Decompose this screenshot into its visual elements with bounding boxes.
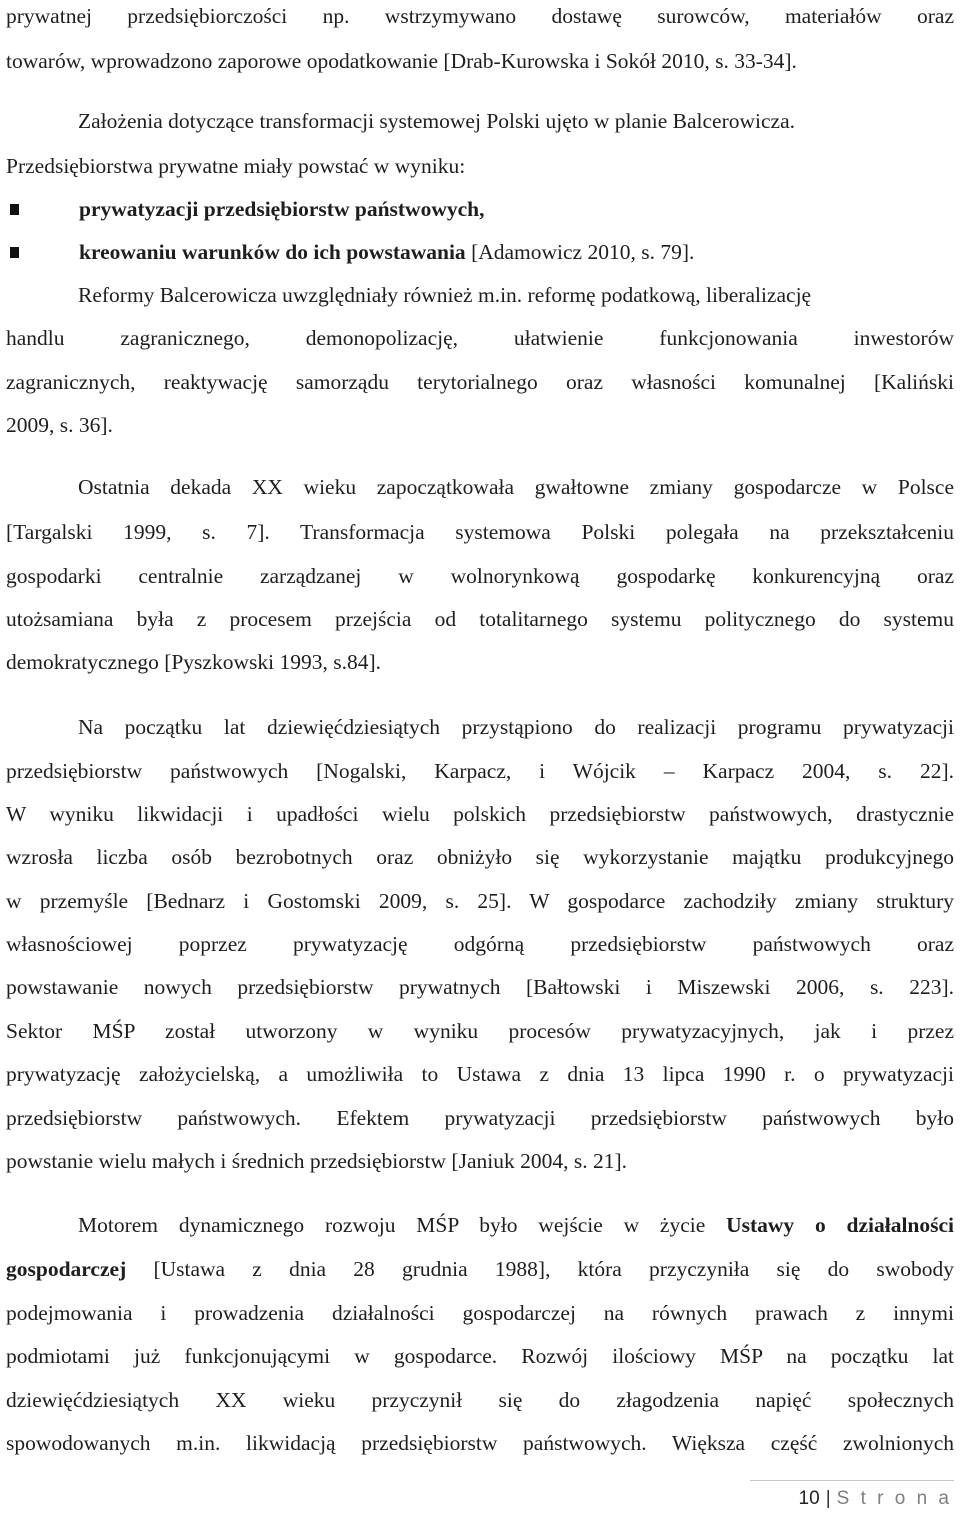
bullet-square-icon [10, 204, 19, 215]
text-line: przedsiębiorstw państwowych [Nogalski, Karpacz, i Wójcik – Karpacz 2004, s. 22]. [6, 759, 954, 783]
bullet-item [6, 238, 906, 266]
text-line: dziewięćdziesiątych XX wieku przyczynił się do złagodzenia napięć społecznych [6, 1388, 954, 1412]
text-line: Ostatnia dekada XX wieku zapoczątkowała gwałtowne zmiany gospodarcze w Polsce [78, 475, 954, 499]
text-line: podejmowania i prowadzenia działalności gospodarczej na równych prawach z innymi [6, 1301, 954, 1325]
page-number: 10 [798, 1488, 820, 1509]
bullet-square-icon [10, 247, 19, 258]
law-title-bold: Ustawy o działalności [726, 1213, 955, 1237]
text-run: Motorem dynamicznego rozwoju MŚP było wejście w życie [78, 1213, 727, 1237]
page-footer [799, 1486, 952, 1512]
text-line: Założenia dotyczące transformacji systemowej Polski ujęto w planie Balcerowicza. [78, 109, 795, 133]
bullet-item [6, 195, 906, 223]
text-line: handlu zagranicznego, demonopolizację, ułatwienie funkcjonowania inwestorów [6, 326, 954, 350]
text-line: spowodowanych m.in. likwidacją przedsiębiorstw państwowych. Większa część zwolnionych [6, 1431, 954, 1455]
text-line: Przedsiębiorstwa prywatne miały powstać w wyniku: [6, 154, 466, 178]
text-line: Reformy Balcerowicza uwzględniały również m.in. reformę podatkową, liberalizację [78, 283, 812, 307]
text-line: gospodarki centralnie zarządzanej w wolnorynkową gospodarkę konkurencyjną oraz [6, 564, 954, 588]
text-line: podmiotami już funkcjonującymi w gospodarce. Rozwój ilościowy MŚP na początku lat [6, 1344, 954, 1368]
text-line: prywatyzację założycielską, a umożliwiła to Ustawa z dnia 13 lipca 1990 r. o prywatyzacji [6, 1062, 954, 1086]
footer-separator: | [825, 1488, 831, 1509]
text-line [6, 1255, 954, 1283]
footer-divider [750, 1480, 954, 1481]
text-line: 2009, s. 36]. [6, 413, 113, 437]
page-word: S t r o n a [836, 1488, 952, 1509]
bullet-text-bold: kreowaniu warunków do ich powstawania [79, 240, 466, 264]
bullet-citation: [Adamowicz 2010, s. 79]. [465, 240, 695, 264]
text-line: powstawanie nowych przedsiębiorstw prywatnych [Bałtowski i Miszewski 2006, s. 223]. [6, 975, 954, 999]
text-line: towarów, wprowadzono zaporowe opodatkowanie [Drab-Kurowska i Sokół 2010, s. 33-34]. [6, 49, 797, 73]
text-line: Sektor MŚP został utworzony w wyniku procesów prywatyzacyjnych, jak i przez [6, 1019, 954, 1043]
text-line: własnościowej poprzez prywatyzację odgórną przedsiębiorstw państwowych oraz [6, 932, 954, 956]
text-line: W wyniku likwidacji i upadłości wielu polskich przedsiębiorstw państwowych, drastycznie [6, 802, 954, 826]
text-line: w przemyśle [Bednarz i Gostomski 2009, s. 25]. W gospodarce zachodziły zmiany struktury [6, 889, 954, 913]
text-line: zagranicznych, reaktywację samorządu terytorialnego oraz własności komunalnej [Kaliński [6, 370, 954, 394]
text-line: przedsiębiorstw państwowych. Efektem prywatyzacji przedsiębiorstw państwowych było [6, 1106, 954, 1130]
text-line: demokratycznego [Pyszkowski 1993, s.84]. [6, 650, 381, 674]
law-title-bold: gospodarczej [6, 1257, 127, 1281]
text-line: Na początku lat dziewięćdziesiątych przystąpiono do realizacji programu prywatyzacji [78, 715, 954, 739]
text-line: powstanie wielu małych i średnich przedsiębiorstw [Janiuk 2004, s. 21]. [6, 1149, 627, 1173]
bullet-text: prywatyzacji przedsiębiorstw państwowych, [79, 197, 485, 221]
text-line: wzrosła liczba osób bezrobotnych oraz obniżyło się wykorzystanie majątku produkcyjnego [6, 845, 954, 869]
text-line: [Targalski 1999, s. 7]. Transformacja systemowa Polski polegała na przekształceniu [6, 520, 954, 544]
text-line: utożsamiana była z procesem przejścia od totalitarnego systemu politycznego do systemu [6, 607, 954, 631]
text-line [78, 1211, 954, 1239]
text-run: [Ustawa z dnia 28 grudnia 1988], która przyczyniła się do swobody [126, 1257, 954, 1281]
text-line: prywatnej przedsiębiorczości np. wstrzymywano dostawę surowców, materiałów oraz [6, 4, 954, 28]
